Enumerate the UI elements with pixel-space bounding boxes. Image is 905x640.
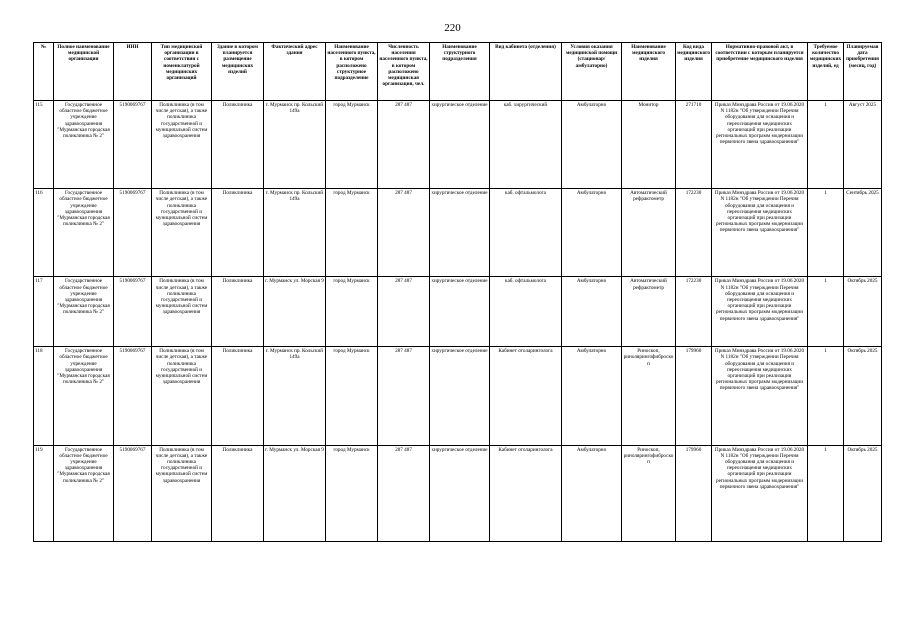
header-cell-address: Фактический адрес здания xyxy=(264,43,326,101)
cell-locality: город Мурманск xyxy=(326,277,378,347)
cell-address: г. Мурманск пр. Кольский 149а xyxy=(264,101,326,189)
cell-act: Приказ Минздрава России от 19.06.2020 N 1182н "Об утверждении Перечня оборудования для оснащения и переоснащения медицинских организаций при реализации региональных программ модернизации первичного звена здравоохранения" xyxy=(712,189,808,277)
cell-org-type: Поликлиника (в том числе детская), а также поликлиника государственной и муниципальной систем здравоохранения xyxy=(152,101,212,189)
cell-address: г. Мурманск ул. Морская 9 xyxy=(264,277,326,347)
cell-population: 287 487 xyxy=(378,347,430,445)
cell-population: 287 487 xyxy=(378,277,430,347)
cell-locality: город Мурманск xyxy=(326,347,378,445)
cell-room: Кабинет отоларинголога xyxy=(490,347,562,445)
cell-unit: хирургическое отделение xyxy=(430,445,490,541)
header-cell-building: Здание в котором планируется размещение медицинских изделий xyxy=(212,43,264,101)
table-row xyxy=(34,277,882,347)
cell-act: Приказ Минздрава России от 19.06.2020 N 1182н "Об утверждении Перечня оборудования для оснащения и переоснащения медицинских организаций при реализации региональных программ модернизации первичного звена здравоохранения" xyxy=(712,277,808,347)
page-number: 220 xyxy=(444,22,461,34)
cell-population: 287 487 xyxy=(378,445,430,541)
cell-inn: 5190069767 xyxy=(114,277,152,347)
cell-address: г. Мурманск ул. Морская 9 xyxy=(264,445,326,541)
cell-number: 116 xyxy=(34,189,54,277)
cell-code: 172230 xyxy=(676,277,712,347)
header-cell-number: № xyxy=(34,43,54,101)
cell-organization: Государственное областное бюджетное учреждение здравоохранения "Мурманская городская поликлиника № 2" xyxy=(54,189,114,277)
cell-number: 119 xyxy=(34,445,54,541)
table-row xyxy=(34,445,882,541)
cell-device: Монитор xyxy=(622,101,676,189)
cell-room: Кабинет отоларинголога xyxy=(490,445,562,541)
header-cell-quantity: Требуемое количество медицинских изделий, ед xyxy=(808,43,844,101)
cell-date: Октябрь 2025 xyxy=(844,445,882,541)
cell-conditions: Амбулаторно xyxy=(562,277,622,347)
cell-code: 179960 xyxy=(676,445,712,541)
cell-act: Приказ Минздрава России от 19.06.2020 N 1182н "Об утверждении Перечня оборудования для оснащения и переоснащения медицинских организаций при реализации региональных программ модернизации первичного звена здравоохранения" xyxy=(712,445,808,541)
cell-population: 287 487 xyxy=(378,189,430,277)
cell-conditions: Амбулаторно xyxy=(562,189,622,277)
cell-device: Риноскоп, ринолярингофиброскоп xyxy=(622,445,676,541)
cell-building: Поликлиника xyxy=(212,445,264,541)
cell-unit: хирургическое отделение xyxy=(430,347,490,445)
cell-building: Поликлиника xyxy=(212,347,264,445)
cell-organization: Государственное областное бюджетное учреждение здравоохранения "Мурманская городская поликлиника № 2" xyxy=(54,445,114,541)
cell-number: 115 xyxy=(34,101,54,189)
header-cell-org-type: Тип медицинской организации в соответствии с номенклатурой медицинских организаций xyxy=(152,43,212,101)
cell-building: Поликлиника xyxy=(212,277,264,347)
cell-date: Сентябрь 2025 xyxy=(844,189,882,277)
cell-locality: город Мурманск xyxy=(326,101,378,189)
cell-quantity: 1 xyxy=(808,277,844,347)
cell-conditions: Амбулаторно xyxy=(562,445,622,541)
cell-inn: 5190069767 xyxy=(114,189,152,277)
cell-date: Октябрь 2025 xyxy=(844,347,882,445)
cell-act: Приказ Минздрава России от 19.06.2020 N 1182н "Об утверждении Перечня оборудования для оснащения и переоснащения медицинских организаций при реализации региональных программ модернизации первичного звена здравоохранения" xyxy=(712,347,808,445)
cell-inn: 5190069767 xyxy=(114,347,152,445)
cell-code: 271710 xyxy=(676,101,712,189)
cell-organization: Государственное областное бюджетное учреждение здравоохранения "Мурманская городская поликлиника № 2" xyxy=(54,101,114,189)
cell-quantity: 1 xyxy=(808,445,844,541)
cell-address: г. Мурманск пр. Кольский 149а xyxy=(264,347,326,445)
cell-quantity: 1 xyxy=(808,347,844,445)
cell-locality: город Мурманск xyxy=(326,189,378,277)
table-row xyxy=(34,347,882,445)
cell-unit: хирургическое отделение xyxy=(430,101,490,189)
cell-room: каб. офтальмолога xyxy=(490,189,562,277)
cell-device: Автоматический рефрактометр xyxy=(622,189,676,277)
cell-quantity: 1 xyxy=(808,101,844,189)
cell-org-type: Поликлиника (в том числе детская), а также поликлиника государственной и муниципальной систем здравоохранения xyxy=(152,277,212,347)
cell-unit: хирургическое отделение xyxy=(430,189,490,277)
header-cell-population: Численность населения населенного пункта, в котором расположено медицинская организация, чел. xyxy=(378,43,430,101)
cell-population: 287 487 xyxy=(378,101,430,189)
cell-inn: 5190069767 xyxy=(114,101,152,189)
cell-building: Поликлиника xyxy=(212,101,264,189)
cell-locality: город Мурманск xyxy=(326,445,378,541)
cell-number: 118 xyxy=(34,347,54,445)
header-cell-unit: Наименование структурного подразделения xyxy=(430,43,490,101)
cell-org-type: Поликлиника (в том числе детская), а также поликлиника государственной и муниципальной систем здравоохранения xyxy=(152,347,212,445)
header-cell-device: Наименование медицинского изделия xyxy=(622,43,676,101)
table-row xyxy=(34,189,882,277)
cell-device: Автоматический рефрактометр xyxy=(622,277,676,347)
header-cell-room: Вид кабинета (отделения) xyxy=(490,43,562,101)
cell-org-type: Поликлиника (в том числе детская), а также поликлиника государственной и муниципальной систем здравоохранения xyxy=(152,189,212,277)
cell-organization: Государственное областное бюджетное учреждение здравоохранения "Мурманская городская поликлиника № 2" xyxy=(54,277,114,347)
header-row xyxy=(34,43,882,101)
cell-inn: 5190069767 xyxy=(114,445,152,541)
cell-room: каб. офтальмолога xyxy=(490,277,562,347)
cell-code: 179960 xyxy=(676,347,712,445)
header-cell-locality: Наименование населенного пункта, в котором расположено структурное подразделение xyxy=(326,43,378,101)
cell-date: Август 2025 xyxy=(844,101,882,189)
header-cell-code: Код вида медицинского изделия xyxy=(676,43,712,101)
header-cell-organization: Полное наименование медицинской организации xyxy=(54,43,114,101)
cell-device: Риноскоп, ринолярингофиброскоп xyxy=(622,347,676,445)
cell-quantity: 1 xyxy=(808,189,844,277)
cell-date: Октябрь 2025 xyxy=(844,277,882,347)
cell-conditions: Амбулаторно xyxy=(562,347,622,445)
cell-code: 172230 xyxy=(676,189,712,277)
header-cell-act: Нормативно-правовой акт, в соответствии с которым планируется приобретение медицинского изделия xyxy=(712,43,808,101)
cell-unit: хирургическое отделение xyxy=(430,277,490,347)
cell-building: Поликлиника xyxy=(212,189,264,277)
equipment-register-table xyxy=(33,42,882,542)
header-cell-inn: ИНН xyxy=(114,43,152,101)
cell-room: каб. хирургический xyxy=(490,101,562,189)
cell-act: Приказ Минздрава России от 19.06.2020 N 1182н "Об утверждении Перечня оборудования для оснащения и переоснащения медицинских организаций при реализации региональных программ модернизации первичного звена здравоохранения" xyxy=(712,101,808,189)
table-row xyxy=(34,101,882,189)
cell-organization: Государственное областное бюджетное учреждение здравоохранения "Мурманская городская поликлиника № 2" xyxy=(54,347,114,445)
cell-conditions: Амбулаторно xyxy=(562,101,622,189)
header-cell-date: Планируемая дата приобретения (месяц, год) xyxy=(844,43,882,101)
cell-number: 117 xyxy=(34,277,54,347)
header-cell-conditions: Условия оказания медицинской помощи (стационар/амбулаторно) xyxy=(562,43,622,101)
cell-address: г. Мурманск пр. Кольский 149а xyxy=(264,189,326,277)
cell-org-type: Поликлиника (в том числе детская), а также поликлиника государственной и муниципальной систем здравоохранения xyxy=(152,445,212,541)
